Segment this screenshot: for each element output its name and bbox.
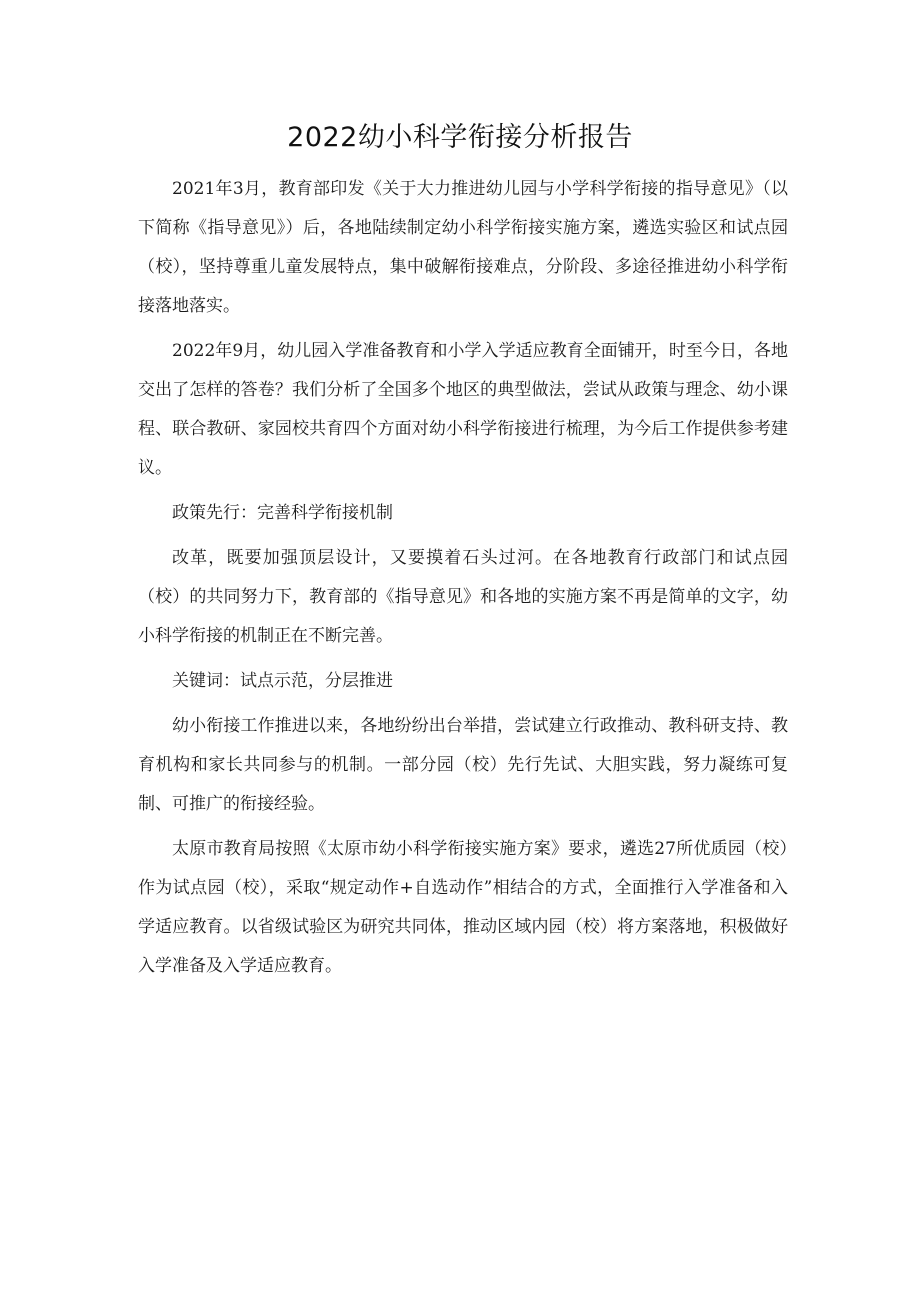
section-heading-policy: 政策先行：完善科学衔接机制 [172, 503, 393, 523]
paragraph-measures: 幼小衔接工作推进以来，各地纷纷出台举措，尝试建立行政推动、教科研支持、教育机构和家长共同参与的机制。一部分园（校）先行先试、大胆实践，努力凝练可复制、可推广的衔接经验。 [138, 716, 788, 814]
paragraph-progress: 2022年9月，幼儿园入学准备教育和小学入学适应教育全面铺开，时至今日，各地交出了怎样的答卷？我们分析了全国多个地区的典型做法，尝试从政策与理念、幼小课程、联合教研、家园校共育四个方面对幼小科学衔接进行梳理，为今后工作提供参考建议。 [138, 341, 788, 478]
paragraph-reform: 改革，既要加强顶层设计，又要摸着石头过河。在各地教育行政部门和试点园（校）的共同努力下，教育部的《指导意见》和各地的实施方案不再是简单的文字，幼小科学衔接的机制正在不断完善。 [138, 548, 788, 646]
document-body [138, 170, 788, 992]
paragraph-intro: 2021年3月，教育部印发《关于大力推进幼儿园与小学科学衔接的指导意见》（以下简称《指导意见》）后，各地陆续制定幼小科学衔接实施方案，遴选实验区和试点园（校），坚持尊重儿童发展特点，集中破解衔接难点，分阶段、多途径推进幼小科学衔接落地落实。 [138, 179, 788, 316]
keywords-line: 关键词：试点示范，分层推进 [172, 671, 393, 691]
paragraph-taiyuan: 太原市教育局按照《太原市幼小科学衔接实施方案》要求，遴选27所优质园（校）作为试点园（校），采取“规定动作+自选动作”相结合的方式，全面推行入学准备和入学适应教育。以省级试验区为研究共同体，推动区域内园（校）将方案落地，积极做好入学准备及入学适应教育。 [138, 839, 788, 976]
document-title: 2022幼小科学衔接分析报告 [287, 122, 633, 153]
